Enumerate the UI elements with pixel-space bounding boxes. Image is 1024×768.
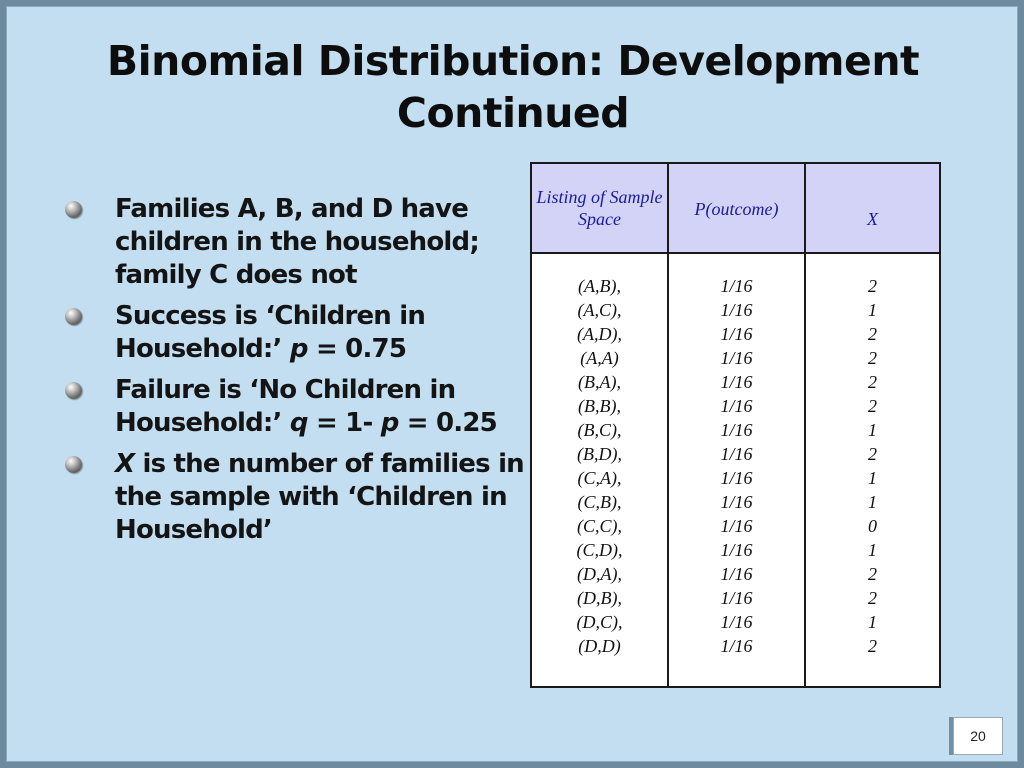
probability-cell: 1/16 [720, 564, 753, 584]
outcome-cell: (C,B), [577, 492, 622, 512]
variable-p: p [289, 334, 308, 364]
outcome-cell: (B,D), [577, 444, 622, 464]
slide-title [7, 35, 1018, 139]
outcome-cell: (D,A), [577, 564, 622, 584]
header-x: X [867, 209, 878, 229]
probability-cell: 1/16 [720, 324, 753, 344]
x-value-cell: 0 [868, 516, 877, 536]
probability-cell: 1/16 [720, 516, 753, 536]
outcome-cell: (A,B), [578, 276, 621, 296]
header-p-outcome: P(outcome) [694, 199, 779, 219]
variable-x: X [115, 449, 135, 479]
bullet-list [63, 193, 533, 555]
probability-cell: 1/16 [720, 300, 753, 320]
bullet-text: Families A, B, and D have children in the household; family C does not [115, 194, 479, 290]
x-value-cell: 1 [868, 612, 877, 632]
outcome-cell: (B,A), [578, 372, 621, 392]
probability-cell: 1/16 [720, 492, 753, 512]
bullet-text: = 1- [307, 408, 381, 438]
probability-cell: 1/16 [720, 348, 753, 368]
outcome-cell: (A,D), [577, 324, 622, 344]
bullet-item-success [63, 300, 533, 366]
probability-cell: 1/16 [720, 540, 753, 560]
title-line-2: Continued [396, 89, 630, 137]
bullet-text: = 0.25 [398, 408, 497, 438]
bullet-text: Failure is ‘No Children in Household:’ [115, 375, 456, 438]
bullet-icon [65, 201, 82, 218]
x-value-cell: 2 [868, 396, 877, 416]
outcome-cell: (C,D), [576, 540, 623, 560]
x-value-cell: 1 [868, 300, 877, 320]
outcome-cell: (C,C), [577, 516, 622, 536]
slide [6, 6, 1018, 762]
bullet-icon [65, 308, 82, 325]
x-column [806, 274, 939, 658]
outcome-cell: (B,B), [578, 396, 621, 416]
bullet-icon [65, 382, 82, 399]
x-value-cell: 2 [868, 564, 877, 584]
outcome-column [532, 274, 667, 658]
x-value-cell: 2 [868, 324, 877, 344]
probability-cell: 1/16 [720, 372, 753, 392]
outcome-cell: (A,C), [577, 300, 622, 320]
x-value-cell: 1 [868, 540, 877, 560]
bullet-icon [65, 456, 82, 473]
outcome-cell: (A,A) [580, 348, 619, 368]
x-value-cell: 2 [868, 276, 877, 296]
probability-cell: 1/16 [720, 396, 753, 416]
x-value-cell: 1 [868, 492, 877, 512]
outcome-cell: (B,C), [577, 420, 622, 440]
probability-cell: 1/16 [720, 612, 753, 632]
bullet-text: is the number of families in the sample with ‘Children in Household’ [115, 449, 524, 545]
outcome-cell: (C,A), [577, 468, 622, 488]
probability-cell: 1/16 [720, 636, 753, 656]
outcome-cell: (D,C), [576, 612, 623, 632]
x-value-cell: 2 [868, 588, 877, 608]
x-value-cell: 2 [868, 372, 877, 392]
outcome-cell: (D,D) [578, 636, 621, 656]
sample-space-table [530, 162, 941, 688]
x-value-cell: 1 [868, 468, 877, 488]
bullet-item-failure [63, 374, 533, 440]
probability-cell: 1/16 [720, 420, 753, 440]
variable-q: q [289, 408, 308, 438]
x-value-cell: 2 [868, 348, 877, 368]
x-value-cell: 1 [868, 420, 877, 440]
probability-column [669, 274, 804, 658]
variable-p: p [380, 408, 399, 438]
title-line-1: Binomial Distribution: Development [106, 37, 920, 85]
probability-cell: 1/16 [720, 276, 753, 296]
bullet-text: Success is ‘Children in Household:’ [115, 301, 426, 364]
bullet-text: = 0.75 [307, 334, 407, 364]
probability-cell: 1/16 [720, 444, 753, 464]
x-value-cell: 2 [868, 444, 877, 464]
bullet-item-families [63, 193, 533, 292]
page-number: 20 [953, 717, 1003, 755]
header-sample-space: Listing of Sample Space [536, 187, 663, 229]
probability-cell: 1/16 [720, 468, 753, 488]
outcome-cell: (D,B), [577, 588, 622, 608]
probability-cell: 1/16 [720, 588, 753, 608]
x-value-cell: 2 [868, 636, 877, 656]
bullet-item-x-definition [63, 448, 533, 547]
